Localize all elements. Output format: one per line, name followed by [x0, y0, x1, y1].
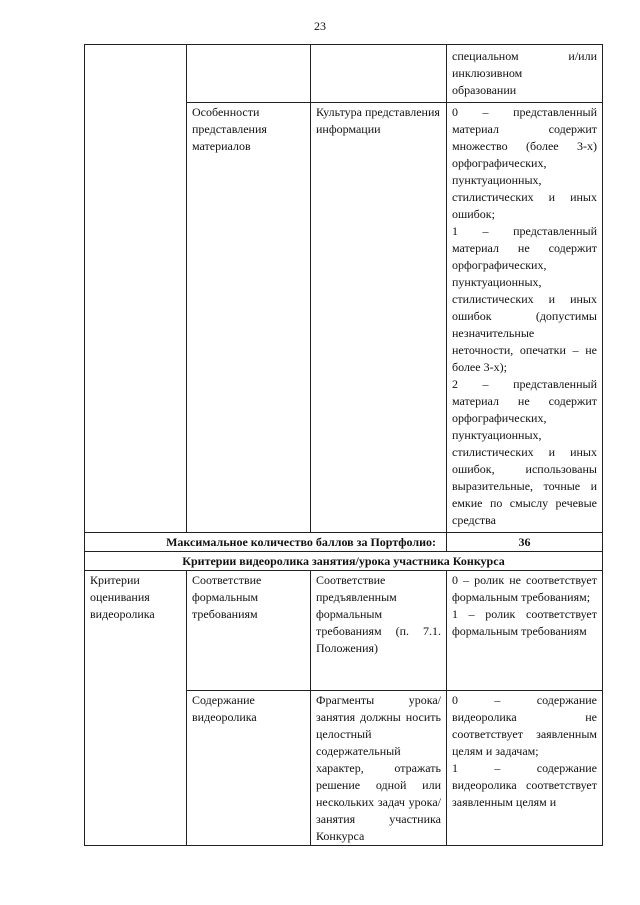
criteria-table: [84, 44, 603, 846]
continued-line-2: инклюзивном образовании: [452, 66, 523, 97]
indicator-cell: Содержание видеоролика: [187, 691, 311, 846]
summary-value: 36: [447, 533, 603, 552]
group-label-cell: Критерии оценивания видеоролика: [85, 571, 187, 846]
score-item: 2 – представленный материал не содержит орфографических, пунктуационных, стилистических и иных ошибок, использованы выразительные, точные и емкие по смыслу речевые средства: [452, 377, 597, 527]
score-item: 1 – ролик соответствует формальным требованиям: [452, 607, 597, 638]
section-header-row: [85, 552, 603, 571]
score-item: 0 – ролик не соответствует формальным требованиям;: [452, 573, 597, 604]
continued-score-text: [447, 45, 603, 103]
empty-group-cell: [85, 45, 187, 533]
score-item: 0 – представленный материал содержит множество (более 3-х) орфографических, пунктуационных, стилистических и иных ошибок;: [452, 105, 597, 221]
section-title: Критерии видеоролика занятия/урока участника Конкурса: [85, 552, 603, 571]
score-item: 1 – представленный материал не содержит орфографических, пунктуационных, стилистических и иных ошибок (допустимы незначительные неточности, опечатки – не более 3-х);: [452, 224, 597, 374]
summary-row: [85, 533, 603, 552]
indicator-cell: Особенности представления материалов: [187, 103, 311, 533]
score-cell: [447, 103, 603, 533]
score-item: 0 – содержание видеоролика не соответствует заявленным целям и задачам;: [452, 693, 597, 758]
empty-criterion-cell: [311, 45, 447, 103]
continued-line-1: специальном и/или: [452, 49, 597, 63]
criterion-cell: Фрагменты урока/занятия должны носить целостный содержательный характер, отражать решение одной или нескольких задач урока/занятия участника Конкурса: [311, 691, 447, 846]
score-item: 1 – содержание видеоролика соответствует заявленным целям и: [452, 761, 597, 809]
empty-indicator-cell: [187, 45, 311, 103]
criterion-cell: Соответствие предъявленным формальным требованиям (п. 7.1. Положения): [311, 571, 447, 691]
score-cell: [447, 571, 603, 691]
table-row: [85, 45, 603, 103]
indicator-cell: Соответствие формальным требованиям: [187, 571, 311, 691]
summary-label: Максимальное количество баллов за Портфолио:: [85, 533, 447, 552]
table-row: [85, 571, 603, 691]
score-cell: [447, 691, 603, 846]
page-number: 23: [314, 19, 326, 33]
criterion-cell: Культура представления информации: [311, 103, 447, 533]
